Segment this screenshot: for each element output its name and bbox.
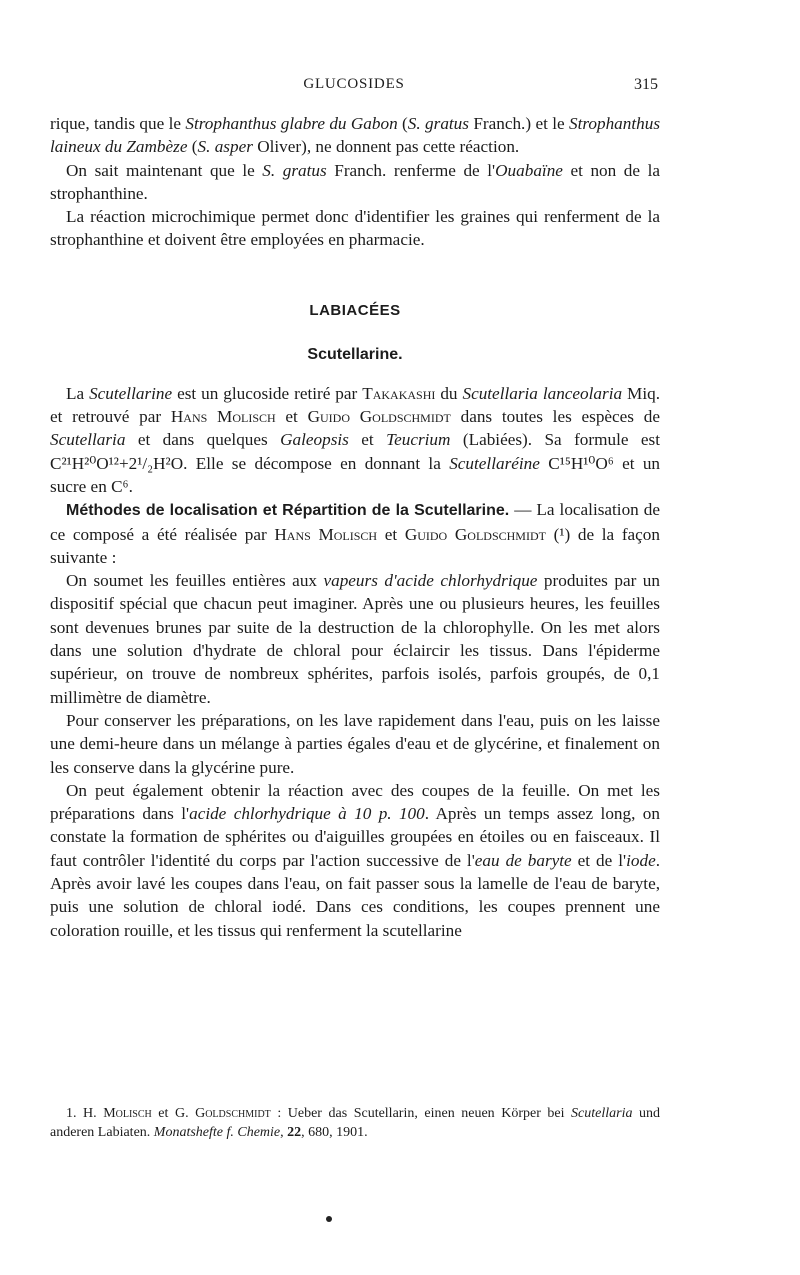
running-title: GLUCOSIDES xyxy=(303,76,405,92)
page-number: 315 xyxy=(634,76,658,93)
paragraph-strophanthus-reaction: rique, tandis que le Strophanthus glabre du Gabon (S. gratus Franch.) et le Strophanthus laineux du Zambèze (S. asper Oliver), ne donnent pas cette réaction. xyxy=(50,114,661,157)
subsection-title: Scutellarine. xyxy=(307,345,403,363)
run-in-heading: Méthodes de localisation et Répartition de la Scutellarine. xyxy=(66,502,510,520)
formula-sugar: C⁶ xyxy=(111,476,129,496)
page-header xyxy=(50,76,658,98)
ink-dot xyxy=(326,1216,332,1222)
paragraph-localisation-methods: Méthodes de localisation et Répartition de la Scutellarine. — La localisation de ce composé a été réalisée par Hans Molisch et Guido Goldschmidt (¹) de la façon suivante : xyxy=(50,500,660,567)
paragraph-scutellarine-intro: La Scutellarine est un glucoside retiré par Takakashi du Scutellaria lanceolaria Miq. et retrouvé par Hans Molisch et Guido Goldschmidt dans toutes les espèces de Scutellaria et dans quelques Galeopsis et Teucrium (Labiées). Sa formule est C²¹H²⁰O¹²+2¹/₂H²O. Elle se décompose en donnant la Scutellaréine C¹⁵H¹⁰O⁶ et un sucre en C⁶. xyxy=(50,383,661,496)
footnote-reference: (¹) de la façon suivante : xyxy=(50,524,660,567)
paragraph-hcl-vapours: On soumet les feuilles entières aux vapeurs d'acide chlorhydrique produites par un dispositif spécial que chacun peut imaginer. Après une ou plusieurs heures, les feuilles sont devenues brunes par suite de la destruction de la chlorophylle. On les met alors dans une solution d'hydrate de chloral pour éclaircir les tissus. Dans l'épiderme supérieur, on trouve de nombreux sphérites, parfois isolés, parfois groupés, de 0,1 millimètre de diamètre. xyxy=(50,571,660,707)
footnote: 1. H. Molisch et G. Goldschmidt : Ueber das Scutellarin, einen neuen Körper bei Scutellaria und anderen Labiaten. Monatshefte f. Chemie, 22, 680, 1901. xyxy=(50,1106,661,1140)
formula-scutellarine: C²¹H²⁰O¹²+2¹/₂H²O xyxy=(50,453,184,473)
paragraph-microchemical-reaction: La réaction microchimique permet donc d'identifier les graines qui renferment de la strophanthine et doivent être employées en pharmacie. xyxy=(50,207,660,250)
paragraph-preservation: Pour conserver les préparations, on les lave rapidement dans l'eau, puis on les laisse une demi-heure dans un mélange à parties égales d'eau et de glycérine, et finalement on les conserve dans la glycérine pure. xyxy=(50,710,660,777)
formula-scutellareine: C¹⁵H¹⁰O⁶ xyxy=(548,453,614,473)
paragraph-leaf-sections: On peut également obtenir la réaction avec des coupes de la feuille. On met les préparations dans l'acide chlorhydrique à 10 p. 100. Après un temps assez long, on constate la formation de sphérites ou d'aiguilles groupées en étoiles ou en faisceaux. Il faut contrôler l'identité du corps par l'action successive de l'eau de baryte et de l'iode. Après avoir lavé les coupes dans l'eau, on fait passer sous la lamelle de l'eau de baryte, puis une solution de chloral iodé. Dans ces conditions, les coupes prennent une coloration rouille, et les tissus qui renferment la scutellarine xyxy=(50,780,661,940)
page-body xyxy=(50,112,660,942)
paragraph-ouabaine: On sait maintenant que le S. gratus Franch. renferme de l'Ouabaïne et non de la strophanthine. xyxy=(50,160,661,203)
section-title: LABIACÉES xyxy=(309,301,401,319)
